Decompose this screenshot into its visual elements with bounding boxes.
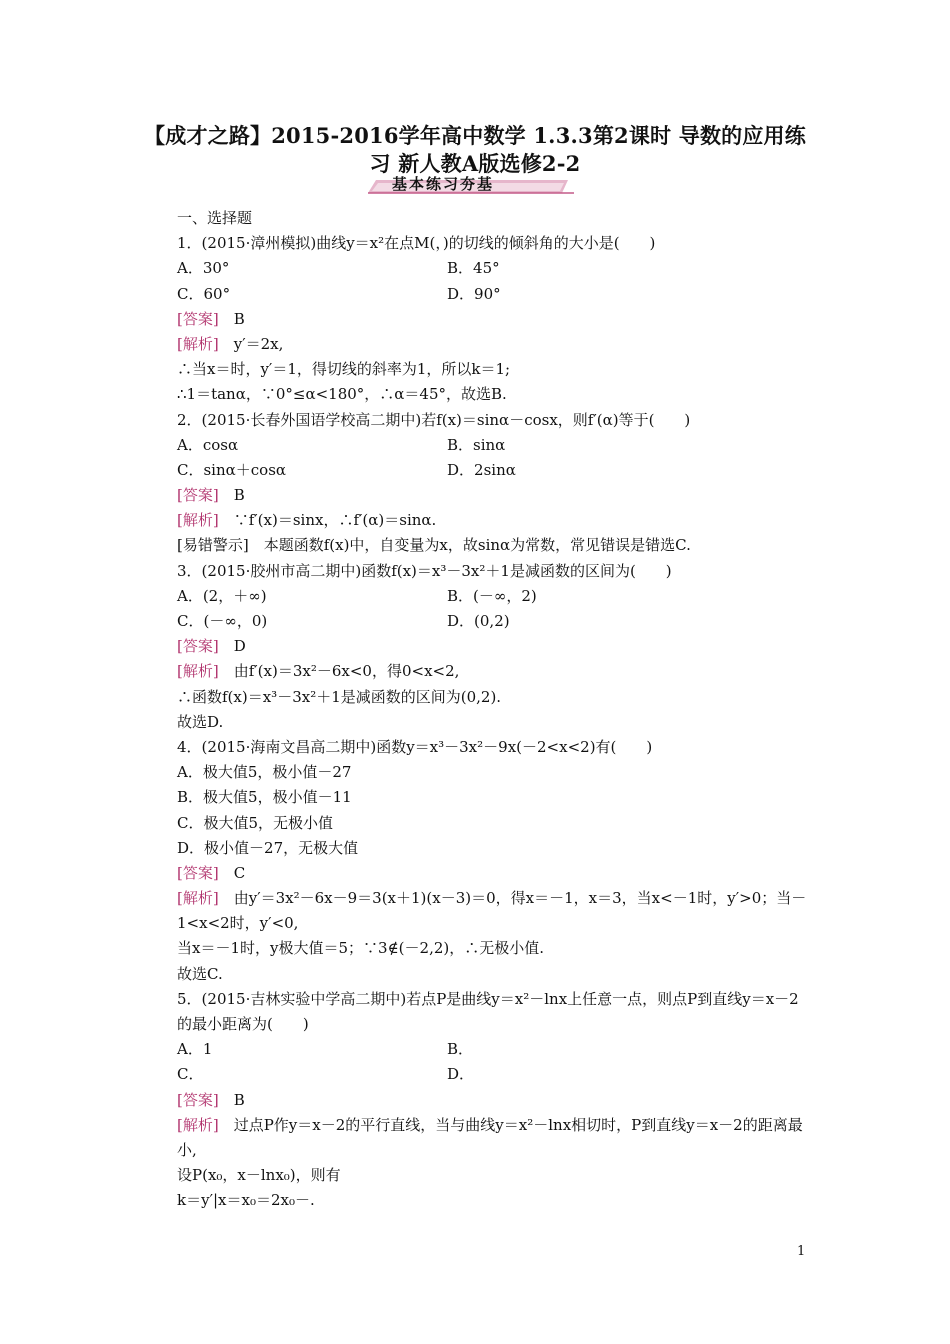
analysis-tag: [解析] [177,511,219,530]
question-3-options-cd [145,609,807,634]
answer-value: B [218,486,245,505]
question-2-options-ab [145,433,807,458]
question-2-options-cd [145,458,807,483]
question-4-answer [145,861,807,886]
answer-tag: [答案] [177,486,219,505]
option-b: B．(－∞，2) [447,586,537,605]
analysis-text: y′＝2x, [218,334,284,353]
question-2-stem: 2．(2015·长春外国语学校高二期中)若f(x)＝sinα－cosx，则f′(α)等于( ) [177,410,691,429]
section-banner-label: 基本练习夯基 [392,175,495,193]
analysis-text: ∵f′(x)＝sinx，∴f′(α)＝sinα. [218,511,437,530]
page-number: 1 [797,1244,806,1259]
option-d: D．90° [447,284,501,303]
question-3-analysis-line-2: ∴函数f(x)＝x³－3x²＋1是减函数的区间为(0,2). [177,687,502,706]
question-5-analysis-line-3: k＝y′|x＝x₀＝2x₀－. [177,1191,315,1210]
answer-value: C [218,863,246,882]
analysis-text: 由f′(x)＝3x²－6x<0，得0<x<2, [218,662,460,681]
option-d: D．(0,2) [447,612,510,630]
question-3-analysis-line-3: 故选D. [177,712,224,731]
title-line-1: 【成才之路】2015-2016学年高中数学 1.3.3第2课时 导数的应用练 [144,123,806,148]
question-5-options-ab [145,1037,807,1062]
question-4-stem: 4．(2015·海南文昌高二期中)函数y＝x³－3x²－9x(－2<x<2)有( ) [177,737,653,756]
option-a: A．1 [177,1040,213,1059]
option-a: A．30° [177,259,230,278]
analysis-tag: [解析] [177,334,219,353]
question-2-analysis [145,508,807,533]
analysis-text: 过点P作y＝x－2的平行直线，当与曲线y＝x²－lnx相切时，P到直线y＝x－2的距离最小, [177,1115,803,1160]
option-d: D． [447,1065,475,1084]
question-1-options-ab [145,256,807,281]
option-b: B． [447,1040,474,1059]
answer-value: B [218,309,245,328]
document-body [145,206,807,1214]
question-5-analysis-line-2: 设P(x₀，x－lnx₀)，则有 [177,1166,341,1185]
section-heading: 一、选择题 [177,209,253,227]
question-4-analysis-line-2: 当x＝－1时，y极大值＝5；∵3∉(－2,2)，∴无极小值. [177,939,544,958]
title-line-2: 习 新人教A版选修2-2 [369,151,581,176]
question-1-analysis-line-3: ∴1＝tanα，∵0°≤α<180°，∴α＝45°，故选B. [177,385,507,404]
question-2-warning: [易错警示] 本题函数f(x)中，自变量为x，故sinα为常数，常见错误是错选C. [177,536,691,555]
document-title [120,122,830,178]
question-1-answer [145,307,807,332]
answer-tag: [答案] [177,309,219,328]
option-c: C．60° [177,284,231,303]
question-1-stem: 1．(2015·漳州模拟)曲线y＝x²在点M(，)的切线的倾斜角的大小是( ) [177,234,656,253]
question-2-answer [145,483,807,508]
option-c: C．极大值5，无极小值 [177,813,334,832]
option-c: C．sinα＋cosα [177,460,287,479]
question-3-answer [145,634,807,659]
analysis-tag: [解析] [177,662,219,681]
option-a: A．极大值5，极小值－27 [177,763,352,782]
option-d: D．极小值－27，无极大值 [177,838,359,857]
question-5-options-cd [145,1062,807,1087]
question-3-options-ab [145,584,807,609]
question-1-analysis-line-2: ∴当x＝时，y′＝1，得切线的斜率为1，所以k＝1; [177,360,511,379]
question-5-answer [145,1088,807,1113]
answer-tag: [答案] [177,863,219,882]
question-4-analysis [145,886,807,936]
answer-tag: [答案] [177,1090,219,1109]
analysis-tag: [解析] [177,889,219,908]
answer-value: D [218,637,246,656]
question-5-stem: 5．(2015·吉林实验中学高二期中)若点P是曲线y＝x²－lnx上任意一点，则点P到直线y＝x－2的最小距离为( ) [177,989,799,1034]
option-b: B．45° [447,259,500,278]
answer-tag: [答案] [177,637,219,656]
question-4-analysis-line-3: 故选C. [177,964,223,983]
question-5-analysis [145,1113,807,1163]
analysis-text: 由y′＝3x²－6x－9＝3(x＋1)(x－3)＝0，得x＝－1，x＝3，当x<－1时，y′>0；当－1<x<2时，y′<0, [177,889,807,933]
question-3-analysis [145,659,807,684]
option-a: A．cosα [177,435,239,454]
question-1-options-cd [145,282,807,307]
option-c: C． [177,1065,204,1084]
option-d: D．2sinα [447,460,516,479]
option-c: C．(－∞，0) [177,612,268,630]
answer-value: B [218,1090,245,1109]
question-1-analysis [145,332,807,357]
analysis-tag: [解析] [177,1115,219,1134]
option-b: B．sinα [447,435,506,454]
option-b: B．极大值5，极小值－11 [177,788,352,807]
question-3-stem: 3．(2015·胶州市高二期中)函数f(x)＝x³－3x²＋1是减函数的区间为( ) [177,561,672,580]
option-a: A．(2，＋∞) [177,586,267,605]
